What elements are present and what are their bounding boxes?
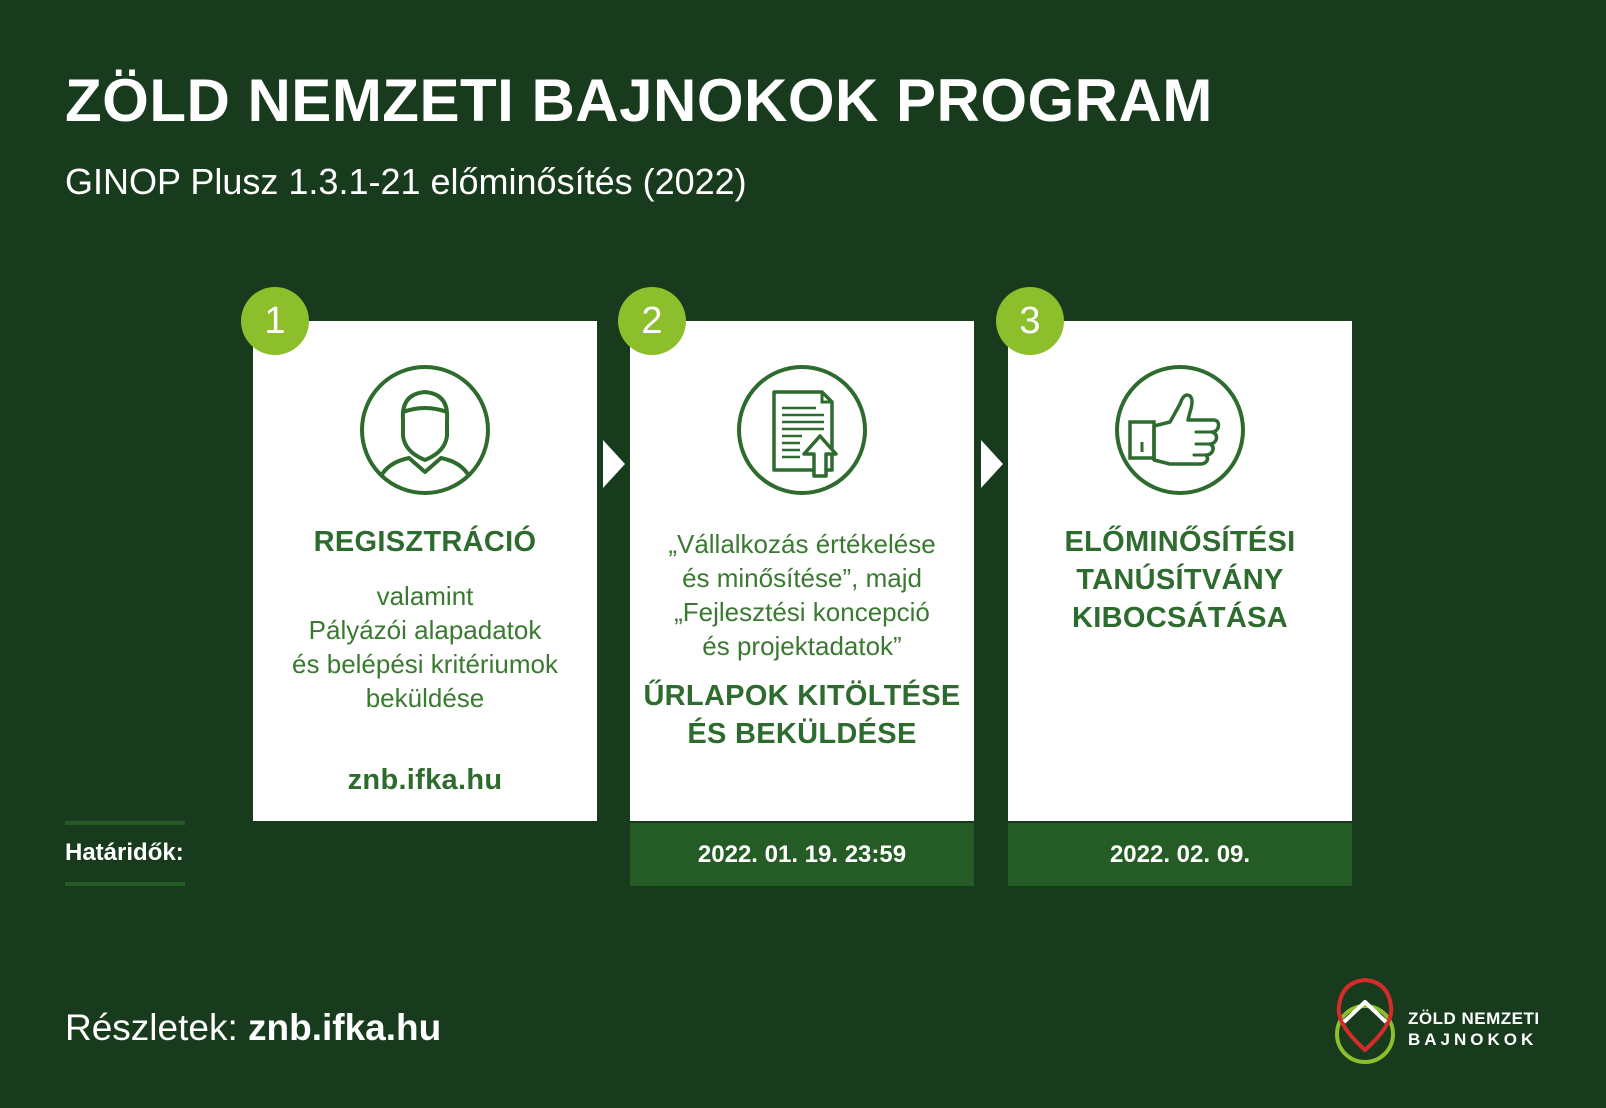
heading-line: TANÚSÍTVÁNY <box>1076 564 1284 596</box>
description-line: „Fejlesztési koncepció <box>674 597 930 627</box>
deadline-step-3: 2022. 02. 09. <box>1008 823 1352 886</box>
logo-text <box>1408 1008 1540 1050</box>
heading-line: KIBOCSÁTÁSA <box>1072 602 1288 634</box>
deadlines-label: Határidők: <box>65 839 184 866</box>
footer-link[interactable]: znb.ifka.hu <box>248 1007 442 1048</box>
footer-details <box>65 1006 441 1050</box>
description-line: „Vállalkozás értékelése <box>668 529 936 559</box>
description-line: és belépési kritériumok <box>292 649 558 679</box>
arrow-right-icon <box>603 440 625 488</box>
thumbs-up-icon <box>1114 364 1246 496</box>
step-number-badge: 2 <box>618 287 686 355</box>
step-card-1 <box>253 300 597 821</box>
person-icon <box>359 364 491 496</box>
description-line: beküldése <box>365 683 485 713</box>
page-title: ZÖLD NEMZETI BAJNOKOK PROGRAM <box>65 67 1213 134</box>
page-subtitle: GINOP Plusz 1.3.1-21 előminősítés (2022) <box>65 161 747 202</box>
document-upload-icon <box>736 364 868 496</box>
step-link[interactable]: znb.ifka.hu <box>347 764 503 796</box>
heading-line: ELŐMINŐSÍTÉSI <box>1064 526 1296 558</box>
step-number-badge: 3 <box>996 287 1064 355</box>
step-number-badge: 1 <box>241 287 309 355</box>
logo-mark-icon <box>1330 976 1400 1076</box>
logo-line: BAJNOKOK <box>1408 1030 1538 1049</box>
arrow-right-icon <box>981 440 1003 488</box>
description-line: és minősítése”, majd <box>682 563 922 593</box>
step-heading <box>1008 523 1352 637</box>
deadline-step-2: 2022. 01. 19. 23:59 <box>630 823 974 886</box>
description-line: és projektadatok” <box>702 631 902 661</box>
step-card-3 <box>1008 300 1352 821</box>
heading-line: ÉS BEKÜLDÉSE <box>687 718 917 750</box>
step-description <box>253 579 597 715</box>
step-heading: REGISZTRÁCIÓ <box>313 526 537 558</box>
heading-line: ŰRLAPOK KITÖLTÉSE <box>643 680 961 712</box>
divider <box>65 882 185 886</box>
divider <box>65 821 185 825</box>
description-line: valamint <box>376 581 474 611</box>
logo-line: ZÖLD NEMZETI <box>1408 1009 1540 1028</box>
step-card-2 <box>630 300 974 821</box>
step-heading <box>630 677 974 753</box>
brand-logo <box>1330 976 1570 1076</box>
footer-label: Részletek: <box>65 1007 238 1048</box>
step-description <box>630 527 974 663</box>
description-line: Pályázói alapadatok <box>308 615 542 645</box>
